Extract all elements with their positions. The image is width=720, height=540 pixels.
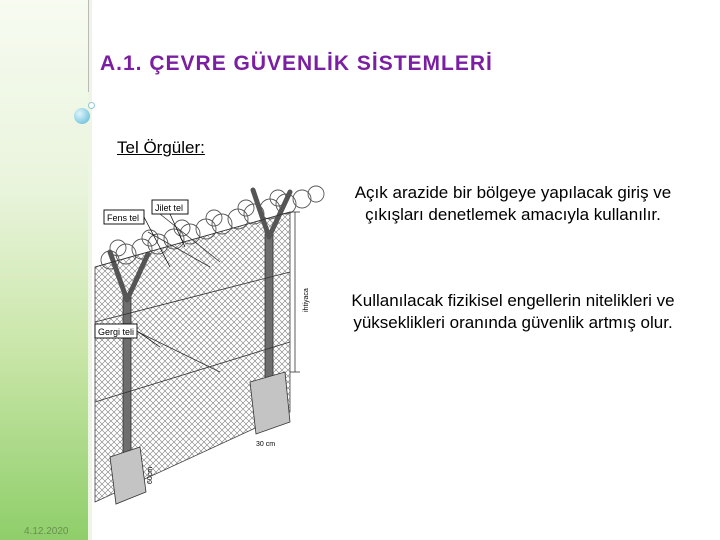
- footer-date: 4.12.2020: [24, 526, 69, 537]
- side-bar: [0, 0, 88, 540]
- fens-tel-label: Fens tel: [107, 213, 140, 223]
- base-label: 30 cm: [256, 441, 276, 448]
- decorative-circle-large: [74, 108, 90, 124]
- slide-subtitle: Tel Örgüler:: [117, 138, 205, 157]
- gergi-teli-label: Gergi teli: [98, 327, 135, 337]
- fence-illustration: [90, 172, 330, 522]
- depth-label: 60cm: [147, 466, 154, 484]
- fence-diagram: [90, 172, 330, 522]
- jilet-tel-label: Jilet tel: [155, 203, 184, 213]
- height-label: ihtiyaca: [303, 288, 310, 312]
- paragraph-1: Açık arazide bir bölgeye yapılacak giriş ve çıkışları denetlemek amacıyla kullanılır.: [354, 183, 672, 224]
- decorative-line: [88, 0, 89, 92]
- slide-title: A.1. ÇEVRE GÜVENLİK SİSTEMLERİ: [100, 52, 493, 75]
- decorative-circle-small: [88, 102, 95, 109]
- paragraph-2: Kullanılacak fizikisel engellerin nitelikleri ve yükseklikleri oranında güvenlik artmış olur.: [351, 291, 675, 332]
